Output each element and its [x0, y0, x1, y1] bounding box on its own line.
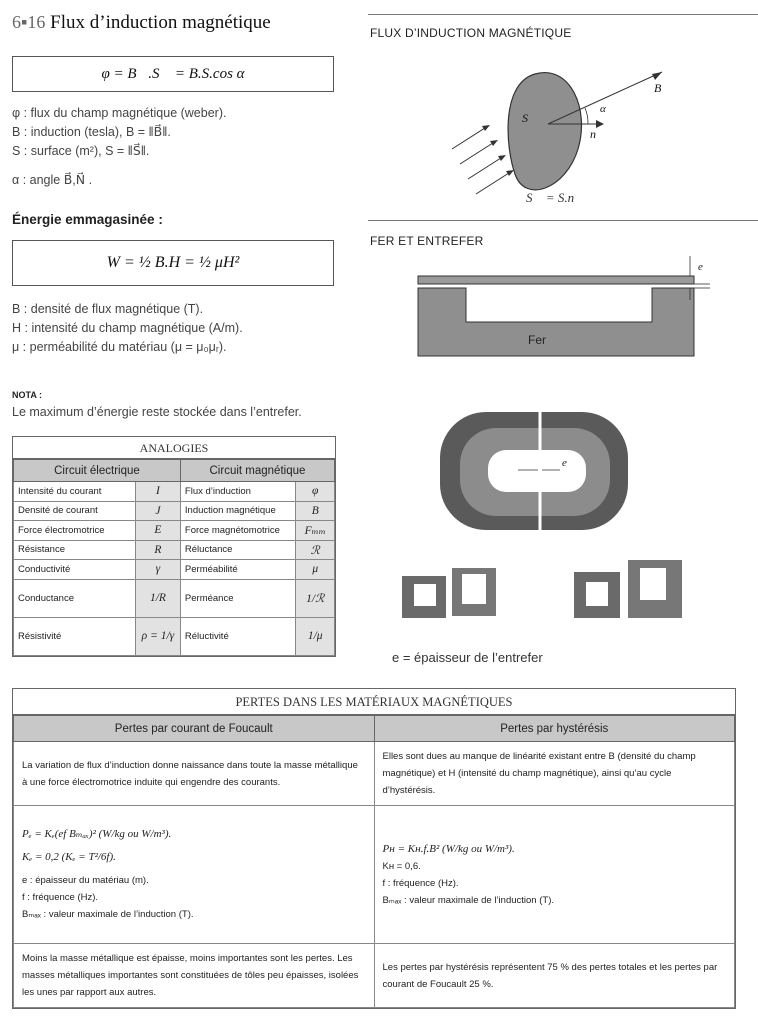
electric-quantity: Résistivité — [14, 617, 136, 655]
magnetic-quantity: Réluctivité — [180, 617, 296, 655]
alpha-arc — [585, 108, 588, 124]
table-row — [14, 521, 335, 541]
table-row — [14, 560, 335, 580]
electric-quantity: Densité de courant — [14, 501, 136, 521]
core-3d-illustration — [400, 400, 740, 640]
hysteresis-description: Elles sont dues au manque de linéarité existant entre B (densité du champ magnétique) et H (intensité du champ magnétique), ainsi qu’au cycle d’hystérésis. — [374, 742, 735, 806]
magnetic-quantity: Perméance — [180, 579, 296, 617]
foucault-b: Bₘₐₓ : valeur maximale de l’induction (T). — [22, 909, 194, 920]
energy-formula-box — [12, 240, 334, 286]
electric-symbol: 1/R — [135, 579, 180, 617]
hyst-f: f : fréquence (Hz). — [382, 877, 459, 889]
section-title — [12, 12, 271, 34]
magnetic-quantity: Induction magnétique — [180, 501, 296, 521]
iron-plate — [418, 276, 694, 284]
table-row — [14, 742, 735, 806]
electric-quantity: Résistance — [14, 540, 136, 560]
magnetic-quantity: Flux d’induction — [180, 482, 296, 502]
electric-quantity: Intensité du courant — [14, 482, 136, 502]
foucault-f: f : fréquence (Hz). — [22, 892, 99, 903]
fer-diagram — [410, 252, 730, 364]
col-magnetic: Circuit magnétique — [180, 460, 334, 482]
incoming-flux-arrows — [452, 125, 514, 194]
table-row — [14, 482, 335, 502]
electric-symbol: J — [135, 501, 180, 521]
b-arrowhead-icon — [652, 72, 662, 80]
label-b: B⃗ — [654, 81, 671, 95]
magnetic-symbol: 1/ℛ — [296, 579, 335, 617]
def-s: S : surface (m²), S = ‖S⃗‖. — [12, 144, 150, 158]
electric-quantity: Conductivité — [14, 560, 136, 580]
section-number: 6▪16 — [12, 12, 46, 32]
magnetic-quantity: Perméabilité — [180, 560, 296, 580]
magnetic-symbol: φ — [296, 482, 335, 502]
fer-panel-heading: FER ET ENTREFER — [370, 234, 484, 248]
electric-symbol: I — [135, 482, 180, 502]
table-row — [14, 579, 335, 617]
pertes-caption: PERTES DANS LES MATÉRIAUX MAGNÉTIQUES — [13, 689, 735, 715]
electric-symbol: ρ = 1/γ — [135, 617, 180, 655]
def-phi: φ : flux du champ magnétique (weber). — [12, 106, 227, 120]
electric-quantity: Conductance — [14, 579, 136, 617]
electric-symbol: γ — [135, 560, 180, 580]
energy-formula: W = ½ B.H = ½ μH² — [106, 254, 240, 271]
def-alpha: α : angle B⃗,N⃗ . — [12, 173, 93, 187]
label-n: n⃗ — [590, 127, 606, 141]
hysteresis-note: Les pertes par hystérésis représentent 75 % des pertes totales et les pertes par courant de Foucault 25 %. — [374, 944, 735, 1008]
flux-formula: φ = B⃗.S⃗ = B.S.cos α — [101, 65, 245, 82]
section-title-text: Flux d’induction magnétique — [50, 12, 271, 33]
magnetic-symbol: ℛ — [296, 540, 335, 560]
hyst-k: Kʜ = 0,6. — [382, 860, 421, 872]
electric-quantity: Force électromotrice — [14, 521, 136, 541]
foucault-formula: Pₑ = Kₑ(ef Bₘₐₓ)² (W/kg ou W/m³). — [22, 828, 172, 840]
svg-text:e: e — [562, 457, 567, 469]
label-s: S — [522, 111, 528, 125]
flux-panel-heading: FLUX D’INDUCTION MAGNÉTIQUE — [370, 26, 572, 40]
magnetic-quantity: Force magnétomotrice — [180, 521, 296, 541]
pertes-table — [12, 688, 736, 1009]
label-alpha: α — [600, 103, 606, 115]
foucault-formulas — [14, 806, 375, 944]
electric-symbol: E — [135, 521, 180, 541]
table-row — [14, 540, 335, 560]
middle-rule — [368, 220, 758, 221]
electric-symbol: R — [135, 540, 180, 560]
def-energy-b: B : densité de flux magnétique (T). — [12, 302, 204, 316]
magnetic-symbol: Fₘₘ — [296, 521, 335, 541]
table-row — [14, 617, 335, 655]
col-electric: Circuit électrique — [14, 460, 181, 482]
top-rule — [368, 14, 758, 15]
magnetic-symbol: μ — [296, 560, 335, 580]
analogies-caption: ANALOGIES — [13, 437, 335, 459]
def-b: B : induction (tesla), B = ‖B⃗‖. — [12, 125, 171, 139]
def-energy-h: H : intensité du champ magnétique (A/m). — [12, 321, 243, 335]
magnetic-quantity: Réluctance — [180, 540, 296, 560]
hyst-b: Bₘₐₓ : valeur maximale de l’induction (T). — [382, 894, 554, 906]
nota-label: NOTA : — [12, 390, 42, 400]
small-core-right — [574, 560, 682, 618]
hysteresis-formulas — [374, 806, 735, 944]
foucault-description: La variation de flux d’induction donne naissance dans toute la masse métallique à une force électromotrice induite qui engendre des courants. — [14, 742, 375, 806]
foucault-k: Kₑ = 0,2 (Kₑ = T²/6f). — [22, 851, 116, 863]
col-hysteresis: Pertes par hystérésis — [374, 716, 735, 742]
col-foucault: Pertes par courant de Foucault — [14, 716, 375, 742]
magnetic-symbol: B — [296, 501, 335, 521]
energy-definitions — [12, 300, 243, 357]
flux-formula-box — [12, 56, 334, 92]
def-energy-mu: μ : perméabilité du matériau (μ = μ₀μᵣ). — [12, 340, 227, 354]
surface-shape — [508, 73, 581, 190]
table-row — [14, 501, 335, 521]
hyst-formula: Pʜ = Kʜ.f.B² (W/kg ou W/m³). — [382, 842, 515, 855]
analogies-table — [12, 436, 336, 657]
foucault-note: Moins la masse métallique est épaisse, moins importantes sont les pertes. Les masses métalliques importantes sont constituées de tôles peu épaisses, isolées les unes par rapport aux autres. — [14, 944, 375, 1008]
table-row — [14, 806, 735, 944]
iron-u-core — [418, 288, 694, 356]
label-fer: Fer — [528, 333, 546, 347]
label-e: e — [698, 261, 703, 273]
table-row — [14, 944, 735, 1008]
small-core-left — [402, 568, 496, 618]
flux-caption: S⃗ = S.n⃗ — [526, 190, 585, 205]
foucault-e: e : épaisseur du matériau (m). — [22, 875, 149, 886]
magnetic-symbol: 1/μ — [296, 617, 335, 655]
fer-caption: e = épaisseur de l’entrefer — [392, 650, 543, 665]
energy-heading: Énergie emmagasinée : — [12, 212, 163, 227]
nota-text: Le maximum d’énergie reste stockée dans l’entrefer. — [12, 405, 302, 419]
flux-definitions — [12, 104, 226, 190]
